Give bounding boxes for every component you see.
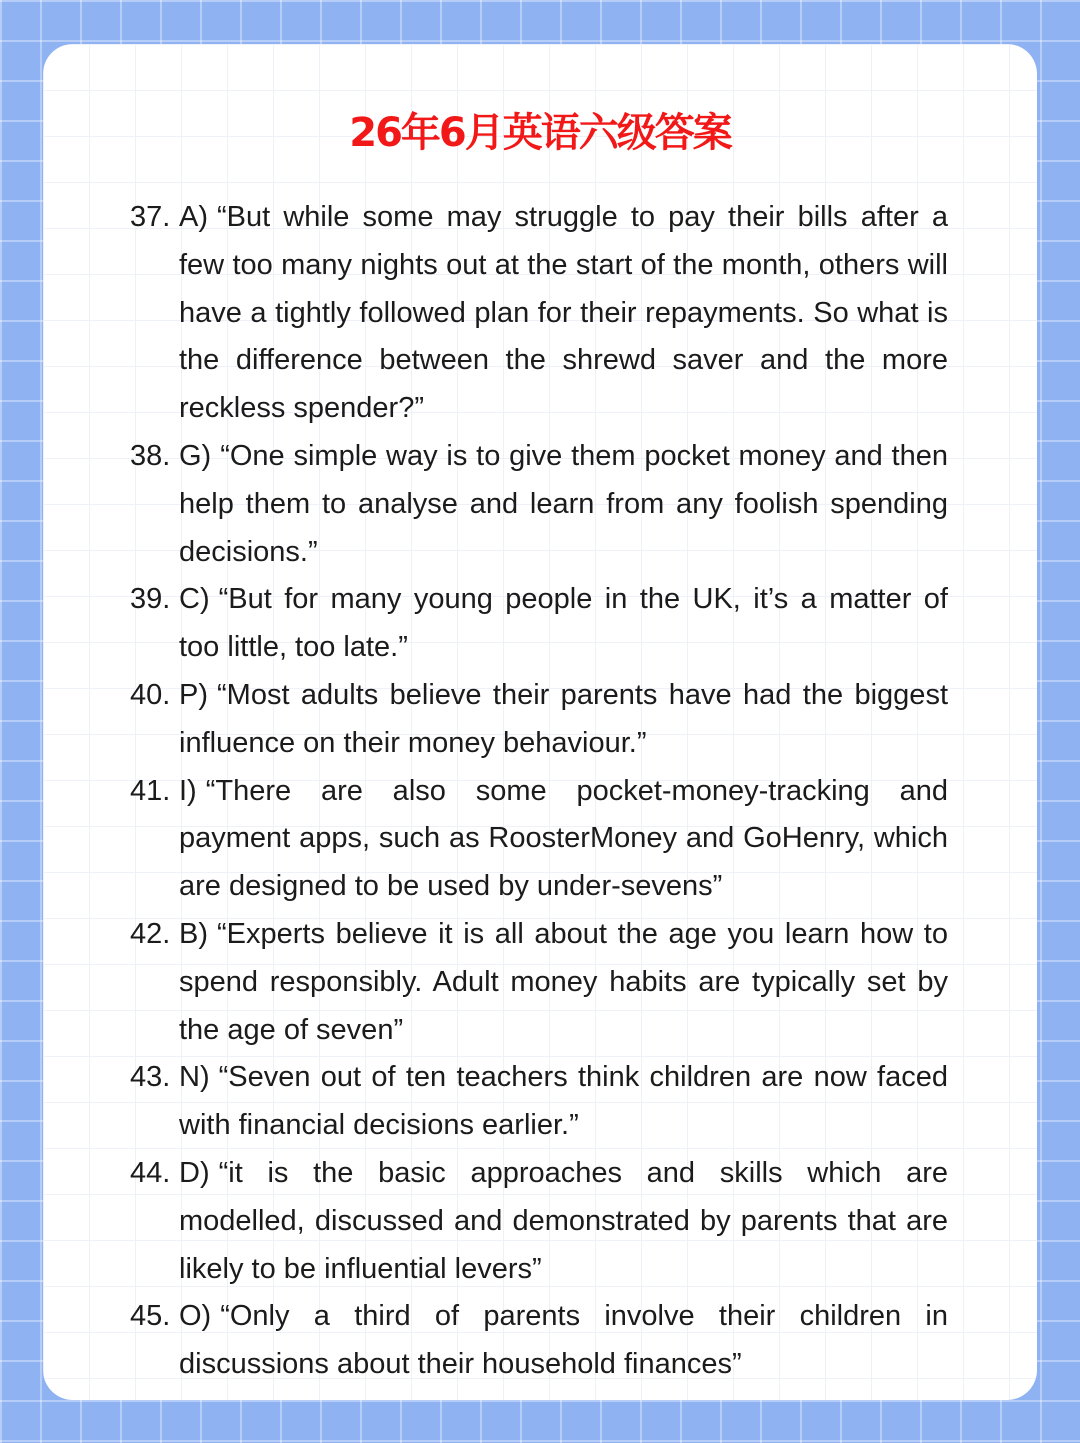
answer-number: 44.: [130, 1156, 171, 1189]
answer-item-38: [130, 433, 948, 576]
answer-letter: G): [179, 439, 212, 472]
answer-letter: N): [179, 1061, 210, 1094]
answer-letter: I): [179, 774, 197, 807]
answer-letter: B): [179, 917, 208, 950]
answer-letter: D): [179, 1156, 210, 1189]
answer-quote: “Seven out of ten teachers think children are now faced with financial decisions earlier.”: [179, 1061, 948, 1142]
answer-number: 40.: [130, 678, 171, 711]
answer-quote: “Only a third of parents involve their children in discussions about their household finances”: [179, 1300, 948, 1381]
answer-quote: “it is the basic approaches and skills which are modelled, discussed and demonstrated by parents that are likely to be influential levers”: [179, 1156, 948, 1285]
answer-item-37: [130, 194, 948, 433]
answer-item-42: [130, 911, 948, 1054]
answer-list: [130, 194, 948, 1389]
answer-item-44: [130, 1150, 948, 1293]
answer-number: 38.: [130, 439, 171, 472]
answer-quote: “Experts believe it is all about the age you learn how to spend responsibly. Adult money habits are typically set by the age of seven”: [179, 917, 948, 1046]
page-title: 26年6月英语六级答案: [349, 110, 731, 156]
answer-quote: “There are also some pocket-money-tracking and payment apps, such as RoosterMoney and GoHenry, which are designed to be used by under-sevens”: [179, 774, 948, 903]
answer-letter: C): [179, 583, 210, 616]
answer-number: 39.: [130, 583, 171, 616]
answer-number: 41.: [130, 774, 171, 807]
answer-item-45: [130, 1293, 948, 1389]
answer-item-39: [130, 576, 948, 672]
answer-item-43: [130, 1054, 948, 1150]
answer-item-40: [130, 672, 948, 768]
answer-quote: “But while some may struggle to pay their bills after a few too many nights out at the start of the month, others will have a tightly followed plan for their repayments. So what is the difference between the shrewd saver and the more reckless spender?”: [179, 201, 948, 425]
answer-number: 43.: [130, 1061, 171, 1094]
answer-number: 42.: [130, 917, 171, 950]
answer-number: 45.: [130, 1300, 171, 1333]
answer-item-41: [130, 768, 948, 911]
answer-letter: P): [179, 678, 208, 711]
answer-quote: “Most adults believe their parents have had the biggest influence on their money behaviour.”: [179, 678, 948, 759]
answer-letter: A): [179, 201, 208, 233]
answer-quote: “One simple way is to give them pocket money and then help them to analyse and learn from any foolish spending decisions.”: [179, 439, 948, 568]
answer-quote: “But for many young people in the UK, it’s a matter of too little, too late.”: [179, 583, 948, 664]
answer-letter: O): [179, 1300, 212, 1333]
answer-number: 37.: [130, 201, 171, 233]
